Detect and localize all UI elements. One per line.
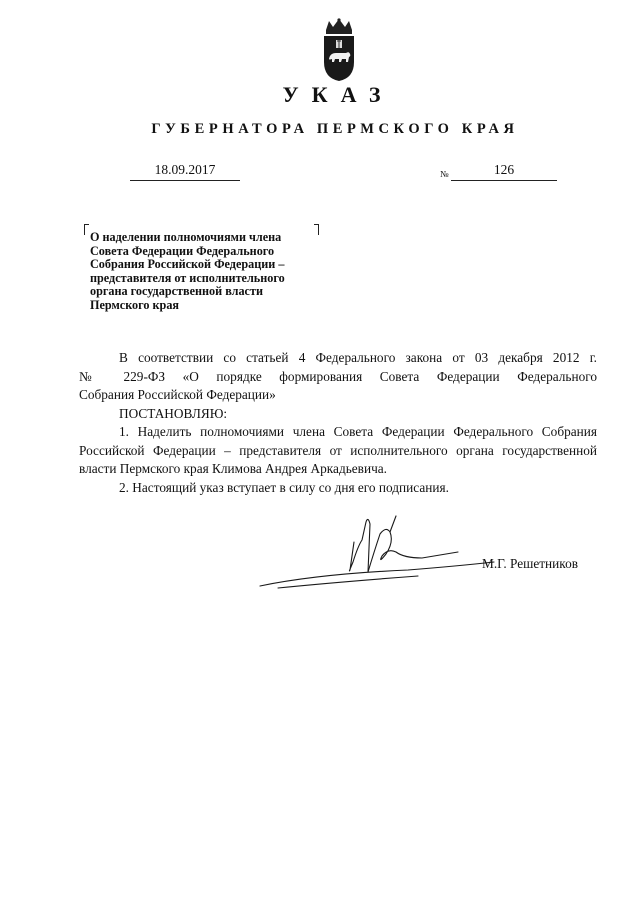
- subject-line: Совета Федерации Федерального: [90, 243, 275, 258]
- handwritten-signature: [258, 512, 498, 592]
- number-sign: №: [440, 169, 449, 179]
- document-subtitle: ГУБЕРНАТОРА ПЕРМСКОГО КРАЯ: [151, 121, 519, 137]
- subject-line: О наделении полномочиями члена: [90, 230, 282, 244]
- subject-line: Собрания Российской Федерации –: [90, 257, 285, 272]
- decree-body: [79, 349, 597, 497]
- decree-item-1: 1. Наделить полномочиями члена Совета Федерации Федерального Собрания Российской Федерации – представителя от исполнительного органа государственной власти Пермского края Климова Андрея Аркадьевича.: [79, 424, 597, 476]
- signer-name: М.Г. Решетников: [482, 556, 578, 571]
- decree-subject: [90, 231, 340, 313]
- subject-line: органа государственной власти: [90, 284, 263, 299]
- decree-number: 126: [451, 160, 557, 181]
- decree-item-2: 2. Настоящий указ вступает в силу со дня его подписания.: [119, 479, 449, 495]
- subject-bracket-left: [84, 224, 89, 235]
- coat-of-arms-icon: [320, 18, 358, 82]
- subject-line: представителя от исполнительного: [90, 270, 285, 285]
- preamble-line: Собрания Российской Федерации»: [79, 387, 276, 402]
- decree-date: 18.09.2017: [130, 160, 240, 181]
- preamble-line: В соответствии со статьей 4 Федерального закона от 03 декабря 2012 г.: [119, 350, 597, 365]
- preamble-line: № 229-ФЗ «О порядке формирования Совета Федерации Федерального: [79, 368, 597, 384]
- subject-line: Пермского края: [90, 297, 180, 312]
- document-title: УКАЗ: [282, 82, 394, 107]
- decree-word: ПОСТАНОВЛЯЮ:: [119, 405, 228, 421]
